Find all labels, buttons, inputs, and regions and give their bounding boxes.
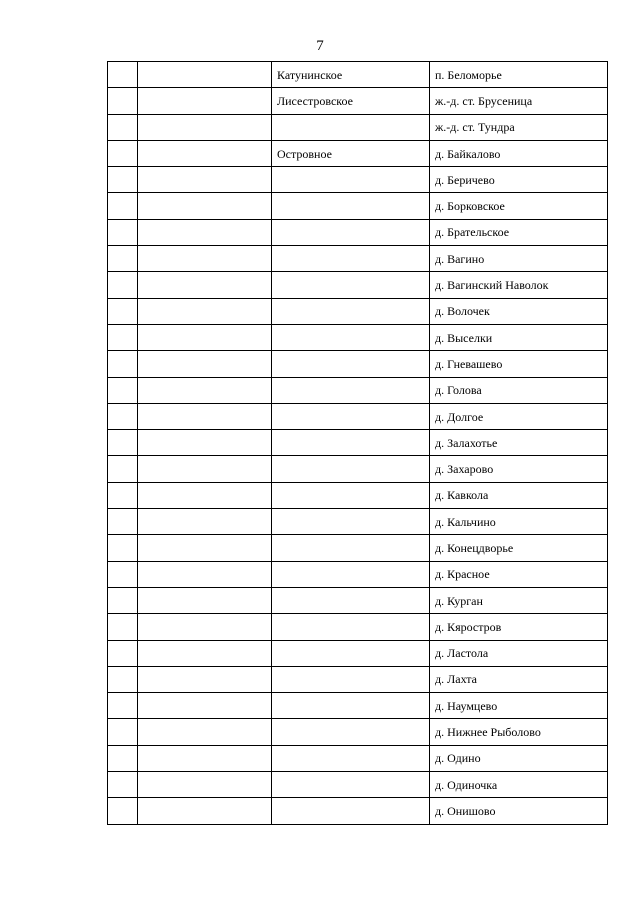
settlement-cell: ж.-д. ст. Брусеница — [430, 88, 608, 114]
district-cell — [138, 561, 272, 587]
municipality-cell — [272, 456, 430, 482]
index-cell — [108, 88, 138, 114]
settlement-cell: д. Кяростров — [430, 614, 608, 640]
page-number: 7 — [316, 38, 324, 54]
district-cell — [138, 745, 272, 771]
municipality-cell — [272, 114, 430, 140]
settlement-cell: д. Нижнее Рыболово — [430, 719, 608, 745]
district-cell — [138, 377, 272, 403]
table-row — [108, 62, 608, 88]
index-cell — [108, 719, 138, 745]
district-cell — [138, 272, 272, 298]
district-cell — [138, 403, 272, 429]
municipality-cell — [272, 745, 430, 771]
settlement-cell: д. Кальчино — [430, 509, 608, 535]
district-cell — [138, 114, 272, 140]
index-cell — [108, 377, 138, 403]
index-cell — [108, 561, 138, 587]
district-cell — [138, 693, 272, 719]
municipality-cell — [272, 246, 430, 272]
municipality-cell: Лисестровское — [272, 88, 430, 114]
table-row — [108, 666, 608, 692]
settlement-cell: д. Вагинский Наволок — [430, 272, 608, 298]
settlement-cell: д. Лахта — [430, 666, 608, 692]
municipality-cell — [272, 614, 430, 640]
municipality-cell — [272, 351, 430, 377]
district-cell — [138, 219, 272, 245]
index-cell — [108, 587, 138, 613]
district-cell — [138, 456, 272, 482]
table-row — [108, 430, 608, 456]
district-cell — [138, 88, 272, 114]
municipality-cell — [272, 719, 430, 745]
district-cell — [138, 614, 272, 640]
table-row — [108, 456, 608, 482]
settlement-cell: д. Долгое — [430, 403, 608, 429]
settlement-cell: д. Красное — [430, 561, 608, 587]
settlement-cell: д. Байкалово — [430, 140, 608, 166]
settlement-cell: п. Беломорье — [430, 62, 608, 88]
district-cell — [138, 167, 272, 193]
district-cell — [138, 587, 272, 613]
municipality-cell — [272, 587, 430, 613]
index-cell — [108, 167, 138, 193]
table-row — [108, 219, 608, 245]
settlement-cell: д. Онишово — [430, 798, 608, 824]
table-row — [108, 88, 608, 114]
table-row — [108, 351, 608, 377]
settlement-cell: д. Выселки — [430, 324, 608, 350]
settlements-table — [107, 61, 608, 825]
table-row — [108, 509, 608, 535]
district-cell — [138, 798, 272, 824]
table-body — [108, 62, 608, 825]
district-cell — [138, 246, 272, 272]
municipality-cell: Островное — [272, 140, 430, 166]
table-row — [108, 535, 608, 561]
table-row — [108, 640, 608, 666]
index-cell — [108, 772, 138, 798]
settlement-cell: д. Гневашево — [430, 351, 608, 377]
district-cell — [138, 62, 272, 88]
settlement-cell: ж.-д. ст. Тундра — [430, 114, 608, 140]
index-cell — [108, 614, 138, 640]
settlement-cell: д. Брательское — [430, 219, 608, 245]
settlement-cell: д. Курган — [430, 587, 608, 613]
settlement-cell: д. Наумцево — [430, 693, 608, 719]
settlement-cell: д. Вагино — [430, 246, 608, 272]
municipality-cell — [272, 509, 430, 535]
table-row — [108, 272, 608, 298]
municipality-cell — [272, 167, 430, 193]
index-cell — [108, 219, 138, 245]
index-cell — [108, 140, 138, 166]
municipality-cell — [272, 693, 430, 719]
index-cell — [108, 666, 138, 692]
district-cell — [138, 298, 272, 324]
municipality-cell — [272, 272, 430, 298]
municipality-cell — [272, 193, 430, 219]
district-cell — [138, 324, 272, 350]
table-row — [108, 167, 608, 193]
municipality-cell — [272, 772, 430, 798]
table-row — [108, 324, 608, 350]
municipality-cell — [272, 535, 430, 561]
settlement-cell: д. Борковское — [430, 193, 608, 219]
settlement-cell: д. Беричево — [430, 167, 608, 193]
index-cell — [108, 798, 138, 824]
index-cell — [108, 430, 138, 456]
settlement-cell: д. Кавкола — [430, 482, 608, 508]
table-row — [108, 693, 608, 719]
index-cell — [108, 193, 138, 219]
municipality-cell — [272, 219, 430, 245]
district-cell — [138, 719, 272, 745]
municipality-cell — [272, 377, 430, 403]
table-row — [108, 377, 608, 403]
municipality-cell — [272, 403, 430, 429]
index-cell — [108, 693, 138, 719]
index-cell — [108, 351, 138, 377]
municipality-cell — [272, 430, 430, 456]
index-cell — [108, 114, 138, 140]
district-cell — [138, 640, 272, 666]
index-cell — [108, 272, 138, 298]
settlement-cell: д. Конецдворье — [430, 535, 608, 561]
municipality-cell — [272, 482, 430, 508]
table-row — [108, 587, 608, 613]
table-row — [108, 114, 608, 140]
index-cell — [108, 403, 138, 429]
index-cell — [108, 62, 138, 88]
index-cell — [108, 535, 138, 561]
settlement-cell: д. Волочек — [430, 298, 608, 324]
table-row — [108, 298, 608, 324]
district-cell — [138, 509, 272, 535]
district-cell — [138, 430, 272, 456]
settlement-cell: д. Захарово — [430, 456, 608, 482]
district-cell — [138, 666, 272, 692]
table-row — [108, 745, 608, 771]
municipality-cell — [272, 298, 430, 324]
settlement-cell: д. Одиночка — [430, 772, 608, 798]
table-row — [108, 246, 608, 272]
table-row — [108, 614, 608, 640]
district-cell — [138, 482, 272, 508]
municipality-cell — [272, 666, 430, 692]
table-row — [108, 403, 608, 429]
municipality-cell: Катунинское — [272, 62, 430, 88]
table-row — [108, 140, 608, 166]
municipality-cell — [272, 324, 430, 350]
settlement-cell: д. Залахотье — [430, 430, 608, 456]
district-cell — [138, 772, 272, 798]
index-cell — [108, 482, 138, 508]
municipality-cell — [272, 640, 430, 666]
index-cell — [108, 246, 138, 272]
table-row — [108, 561, 608, 587]
index-cell — [108, 745, 138, 771]
table-row — [108, 719, 608, 745]
table-row — [108, 193, 608, 219]
settlement-cell: д. Одино — [430, 745, 608, 771]
settlement-cell: д. Ластола — [430, 640, 608, 666]
district-cell — [138, 140, 272, 166]
index-cell — [108, 298, 138, 324]
table-row — [108, 482, 608, 508]
settlement-cell: д. Голова — [430, 377, 608, 403]
municipality-cell — [272, 798, 430, 824]
district-cell — [138, 351, 272, 377]
index-cell — [108, 324, 138, 350]
table-row — [108, 798, 608, 824]
index-cell — [108, 509, 138, 535]
table-row — [108, 772, 608, 798]
district-cell — [138, 193, 272, 219]
district-cell — [138, 535, 272, 561]
municipality-cell — [272, 561, 430, 587]
index-cell — [108, 456, 138, 482]
index-cell — [108, 640, 138, 666]
